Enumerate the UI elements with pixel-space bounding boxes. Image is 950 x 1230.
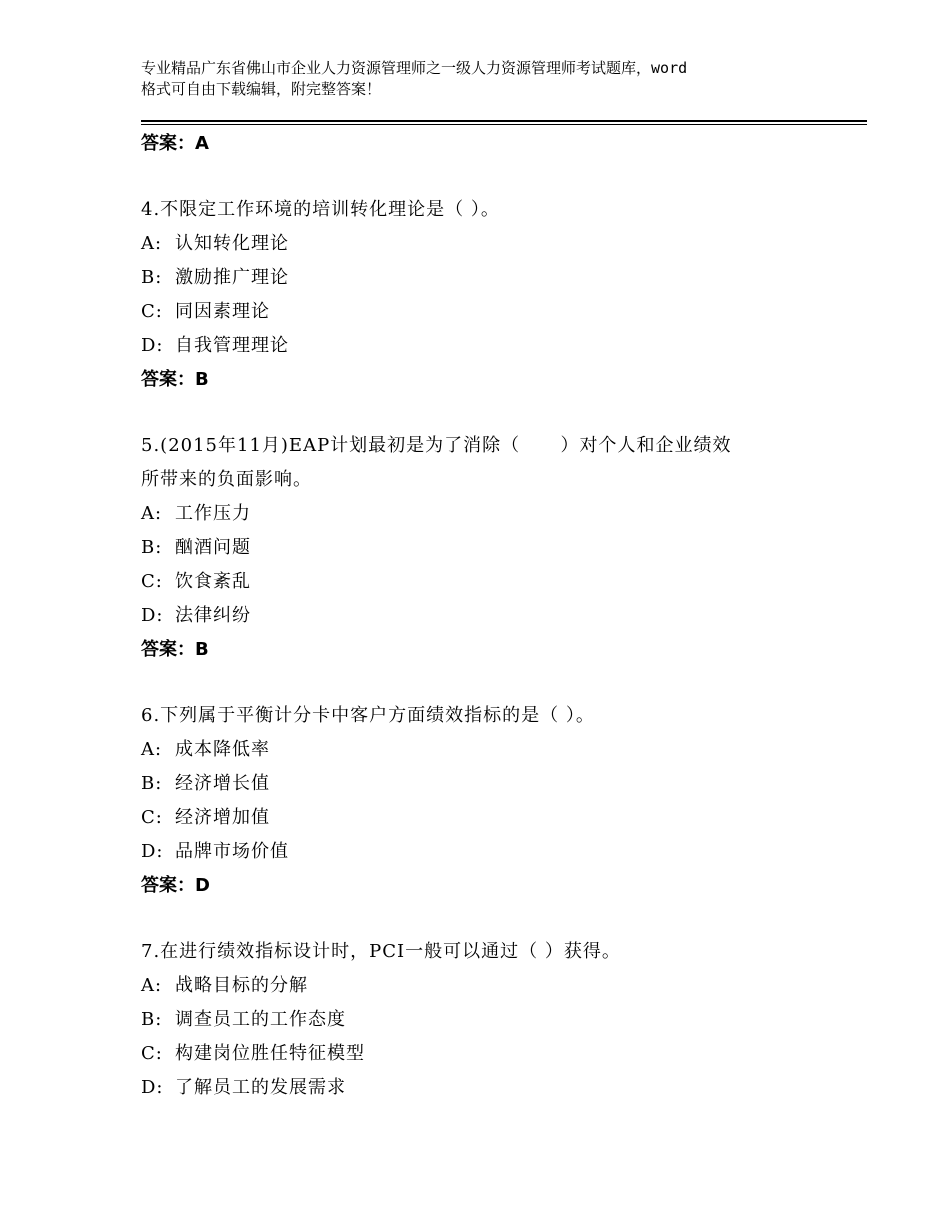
question-item xyxy=(141,429,821,667)
question-item xyxy=(141,193,821,397)
option-text: 战略目标的分解 xyxy=(175,975,308,996)
option-letter: D: xyxy=(141,841,164,862)
option-letter: B: xyxy=(141,1009,163,1030)
option-letter: C: xyxy=(141,1043,163,1064)
option-text: 品牌市场价值 xyxy=(175,841,289,862)
option-text: 自我管理理论 xyxy=(175,335,289,356)
question-stem-line: 所带来的负面影响。 xyxy=(141,469,312,490)
option-a xyxy=(141,733,821,767)
option-text: 饮食紊乱 xyxy=(175,571,251,592)
option-letter: A: xyxy=(141,503,163,524)
option-letter: D: xyxy=(141,1077,164,1098)
question-stem xyxy=(141,193,821,227)
option-d xyxy=(141,599,821,633)
option-d xyxy=(141,329,821,363)
option-text: 同因素理论 xyxy=(175,301,270,322)
option-c xyxy=(141,565,821,599)
option-letter: C: xyxy=(141,301,163,322)
option-text: 调查员工的工作态度 xyxy=(175,1009,346,1030)
answer-line: 答案：B xyxy=(141,369,209,390)
question-list xyxy=(141,127,821,1105)
option-text: 工作压力 xyxy=(175,503,251,524)
option-letter: C: xyxy=(141,807,163,828)
question-item xyxy=(141,935,821,1105)
option-text: 酗酒问题 xyxy=(175,537,251,558)
option-letter: B: xyxy=(141,773,163,794)
option-letter: D: xyxy=(141,605,164,626)
option-d xyxy=(141,1071,821,1105)
question-stem xyxy=(141,699,821,733)
option-text: 构建岗位胜任特征模型 xyxy=(175,1043,365,1064)
option-a xyxy=(141,227,821,261)
question-stem-line: 5.(2015年11月)EAP计划最初是为了消除（ ）对个人和企业绩效 xyxy=(141,435,732,456)
option-letter: A: xyxy=(141,975,163,996)
answer-line: 答案：A xyxy=(141,133,209,154)
option-b xyxy=(141,531,821,565)
option-c xyxy=(141,295,821,329)
question-stem-line: 6.下列属于平衡计分卡中客户方面绩效指标的是（ ）。 xyxy=(141,705,595,726)
option-c xyxy=(141,801,821,835)
option-text: 认知转化理论 xyxy=(175,233,289,254)
option-text: 成本降低率 xyxy=(175,739,270,760)
option-letter: A: xyxy=(141,739,163,760)
document-header xyxy=(141,58,831,100)
option-a xyxy=(141,969,821,1003)
option-c xyxy=(141,1037,821,1071)
option-letter: D: xyxy=(141,335,164,356)
answer-line: 答案：D xyxy=(141,875,210,896)
option-letter: C: xyxy=(141,571,163,592)
answer-line: 答案：B xyxy=(141,639,209,660)
question-stem xyxy=(141,935,821,969)
option-text: 了解员工的发展需求 xyxy=(175,1077,346,1098)
question-item xyxy=(141,699,821,903)
option-text: 经济增加值 xyxy=(175,807,270,828)
question-stem-line: 7.在进行绩效指标设计时，PCI一般可以通过（ ）获得。 xyxy=(141,941,621,962)
option-letter: A: xyxy=(141,233,163,254)
header-divider-thin xyxy=(141,124,867,125)
question-stem xyxy=(141,429,821,497)
option-text: 经济增长值 xyxy=(175,773,270,794)
option-letter: B: xyxy=(141,267,163,288)
option-a xyxy=(141,497,821,531)
option-b xyxy=(141,1003,821,1037)
option-text: 法律纠纷 xyxy=(175,605,251,626)
question-stem-line: 4.不限定工作环境的培训转化理论是（ ）。 xyxy=(141,199,500,220)
option-b xyxy=(141,261,821,295)
option-text: 激励推广理论 xyxy=(175,267,289,288)
option-b xyxy=(141,767,821,801)
header-divider-thick xyxy=(141,120,867,122)
option-letter: B: xyxy=(141,537,163,558)
header-line-1: 专业精品广东省佛山市企业人力资源管理师之一级人力资源管理师考试题库，word xyxy=(141,59,688,77)
option-d xyxy=(141,835,821,869)
header-line-2: 格式可自由下载编辑，附完整答案！ xyxy=(141,80,382,98)
